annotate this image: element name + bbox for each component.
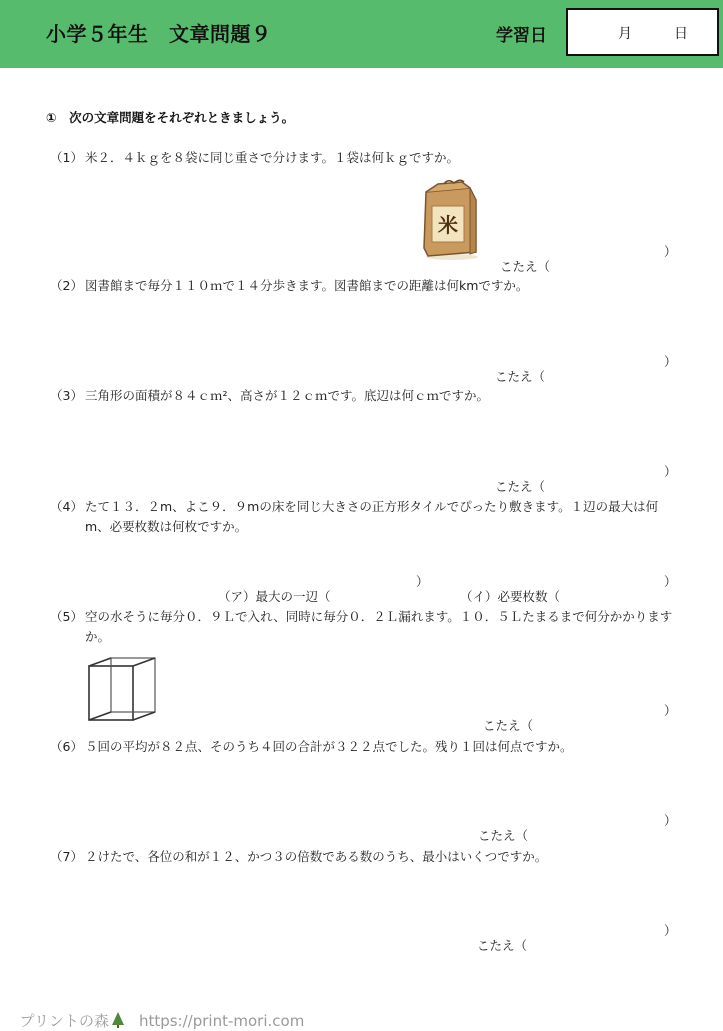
- question-4: [50, 497, 680, 537]
- answer-close: ）: [664, 813, 677, 828]
- site-name: プリントの森: [19, 1012, 109, 1030]
- question-2: [50, 276, 680, 296]
- question-6: [50, 737, 680, 757]
- study-date-label: 学習日: [496, 26, 547, 46]
- footer: [10, 992, 304, 1031]
- answer-close: ）: [664, 354, 677, 369]
- question-7: [50, 847, 680, 867]
- question-number: （6）: [50, 739, 83, 754]
- question-text: 図書館まで毎分１１０ｍで１４分歩きます。図書館までの距離は何kmですか。: [85, 278, 529, 293]
- answer-label: こたえ（: [477, 828, 528, 843]
- question-text: 空の水そうに毎分０．９Ｌで入れ、同時に毎分０．２Ｌ漏れます。１０．５Ｌたまるまで何分かかりますか。: [85, 609, 673, 644]
- answer-close: ）: [664, 244, 677, 259]
- question-number: （1）: [50, 150, 83, 165]
- answer-close: ）: [664, 464, 677, 479]
- question-text: たて１３．２m、よこ９．９mの床を同じ大きさの正方形タイルでぴったり敷きます。１辺の最大は何m、必要枚数は何枚ですか。: [85, 499, 659, 534]
- svg-text:米: 米: [438, 213, 458, 237]
- page-title: 小学５年生 文章問題９: [46, 22, 272, 46]
- day-label: 日: [674, 26, 688, 42]
- question-text: ２けたで、各位の和が１２、かつ３の倍数である数のうち、最小はいくつですか。: [85, 849, 548, 864]
- answer-label: （ア）最大の一辺（: [217, 589, 331, 604]
- question-number: （2）: [50, 278, 83, 293]
- answer-label: こたえ（: [476, 938, 527, 953]
- question-text: 米２．４ｋｇを８袋に同じ重さで分けます。１袋は何ｋｇですか。: [85, 150, 460, 165]
- question-number: （7）: [50, 849, 83, 864]
- answer-label: こたえ（: [499, 259, 550, 274]
- header-bar: [0, 0, 723, 68]
- answer-label: （イ）必要枚数（: [459, 589, 560, 604]
- answer-label: こたえ（: [494, 479, 545, 494]
- question-text: ５回の平均が８２点、そのうち４回の合計が３２２点でした。残り１回は何点ですか。: [85, 739, 573, 754]
- rice-bag-icon: [418, 178, 482, 260]
- question-number: （3）: [50, 388, 83, 403]
- question-1: [50, 148, 680, 168]
- answer-close: ）: [664, 703, 677, 718]
- question-number: （5）: [50, 609, 83, 624]
- answer-close: ）: [664, 574, 677, 589]
- answer-label: こたえ（: [494, 369, 545, 384]
- answer-label: こたえ（: [482, 718, 533, 733]
- question-5: [50, 607, 680, 647]
- month-label: 月: [618, 26, 632, 42]
- site-url-link[interactable]: https://print-mori.com: [138, 1012, 305, 1030]
- question-3: [50, 386, 680, 406]
- answer-close: ）: [664, 923, 677, 938]
- question-number: （4）: [50, 499, 83, 514]
- water-tank-cube-icon: [86, 656, 158, 722]
- instruction-text: ① 次の文章問題をそれぞれときましょう。: [46, 110, 295, 125]
- answer-close: ）: [416, 574, 429, 589]
- answer-field-7[interactable]: [469, 921, 677, 969]
- question-text: 三角形の面積が８４ｃｍ²、高さが１２ｃｍです。底辺は何ｃｍですか。: [85, 388, 490, 403]
- study-date-box: [566, 8, 719, 56]
- tree-icon: [111, 1012, 125, 1028]
